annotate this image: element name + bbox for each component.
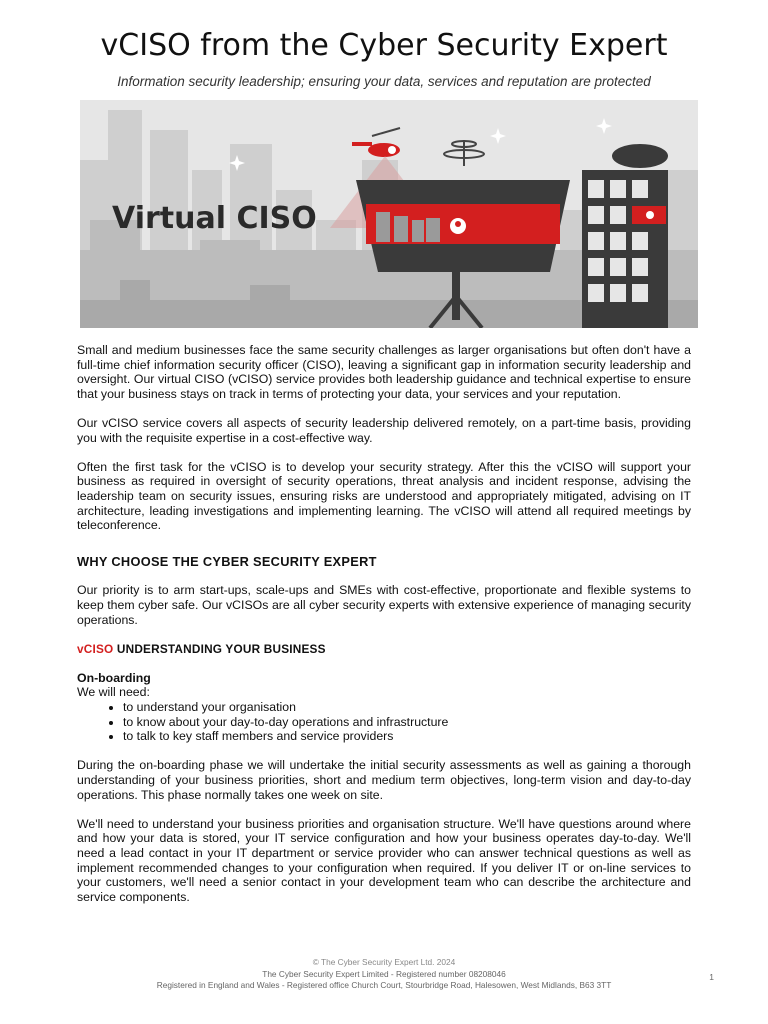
heading-accent: vCISO: [77, 641, 114, 656]
heading-rest: UNDERSTANDING YOUR BUSINESS: [113, 641, 326, 656]
onboarding-heading: On-boarding: [77, 670, 151, 685]
requirements-paragraph: We'll need to understand your business priorities and organisation structure. We'll have questions around where and how your data is stored, your IT service configuration and how your business operates day-to-day. We'll need a lead contact in your IT department or service provider who can answer technical questions as well as implement recommended changes to your configuration when required. If you deliver IT or on-line services to your customers, we'll need a senior contact in your development team who can describe the architecture and service components.: [77, 816, 691, 904]
strategy-paragraph: Often the first task for the vCISO is to develop your security strategy. After this the vCISO will support your business as required in oversight of security operations, threat analysis and incident response, advising the leadership team on security issues, ensuring risks are understood and appropriately mitigated, advising on IT architecture, leading investigations and implementing learning. The vCISO will attend all required meetings by teleconference.: [77, 459, 691, 533]
banner-illustration: [80, 100, 698, 328]
page-subtitle: Information security leadership; ensuring your data, services and reputation are protected: [117, 74, 651, 89]
page-number: 1: [709, 972, 714, 982]
footer-company: The Cyber Security Expert Limited - Registered number 08208046: [262, 968, 506, 979]
document-body: [77, 343, 691, 919]
office-building-illustration: [582, 144, 668, 328]
page-footer: [0, 957, 768, 992]
onboarding-list: [77, 700, 691, 744]
banner-heading: Virtual CISO: [112, 201, 317, 236]
section-heading-understanding: [77, 642, 691, 657]
list-item: • to know about your day-to-day operations and infrastructure: [123, 715, 691, 730]
footer-copyright: © The Cyber Security Expert Ltd. 2024: [312, 957, 456, 967]
priority-paragraph: Our priority is to arm start-ups, scale-ups and SMEs with cost-effective, proportionate and flexible systems to keep them cyber safe. Our vCISOs are all cyber security experts with extensive experience of managing security operations.: [77, 583, 691, 627]
section-heading-why-choose: WHY CHOOSE THE CYBER SECURITY EXPERT: [77, 553, 377, 569]
intro-paragraph: Small and medium businesses face the same security challenges as larger organisations but often don't have a full-time chief information security officer (CISO), leaving a significant gap in information security leadership and oversight. Our virtual CISO (vCISO) service provides both leadership guidance and technical expertise to ensure that your business stays on track in terms of protecting your data, your services and your reputation.: [77, 343, 691, 401]
list-item: • to talk to key staff members and service providers: [123, 729, 691, 744]
service-paragraph: Our vCISO service covers all aspects of security leadership delivered remotely, on a part-time basis, providing you with the requisite expertise in a cost-effective way.: [77, 415, 691, 445]
footer-address: Registered in England and Wales - Registered office Church Court, Stourbridge Road, Halesowen, West Midlands, B63 3TT: [156, 980, 612, 990]
onboarding-phase-paragraph: During the on-boarding phase we will undertake the initial security assessments as well as gaining a thorough understanding of your business priorities, short and medium term objectives, long-term vision and day-to-day operations. This phase normally takes one week on site.: [77, 758, 691, 802]
list-item: • to understand your organisation: [123, 700, 691, 715]
page-title: vCISO from the Cyber Security Expert: [100, 28, 668, 63]
onboarding-intro: We will need:: [77, 685, 150, 700]
